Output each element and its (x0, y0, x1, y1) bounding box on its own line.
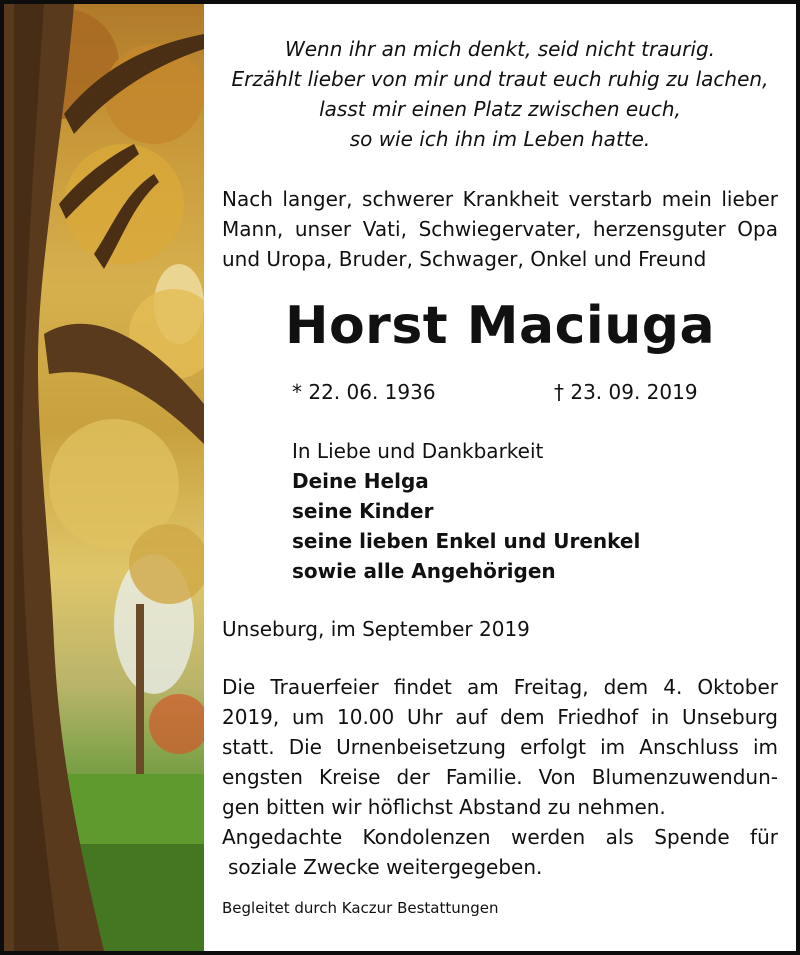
funeral-line: statt. Die Urnenbeisetzung erfolgt im Anschluss im (222, 735, 778, 759)
birth-date: * 22. 06. 1936 (292, 380, 436, 404)
funeral-line: Angedachte Kondolenzen werden als Spende für (222, 825, 778, 849)
intro-paragraph (222, 184, 778, 274)
mourner-name: sowie alle Angehörigen (292, 559, 556, 583)
poem-line: Erzählt lieber von mir und traut euch ruhig zu lachen, (231, 67, 769, 91)
funeral-notice (222, 672, 778, 882)
funeral-line: gen bitten wir höflichst Abstand zu nehmen. (222, 795, 666, 819)
poem-line: Wenn ihr an mich denkt, seid nicht traurig. (284, 37, 716, 61)
tree-illustration (4, 4, 204, 951)
mourner-name: Deine Helga (292, 469, 429, 493)
poem (214, 34, 786, 154)
deceased-name: Horst Maciuga (284, 296, 716, 356)
funeral-line: Die Trauerfeier findet am Freitag, dem 4. Oktober (222, 675, 778, 699)
funeral-line: soziale Zwecke weitergegeben. (228, 855, 543, 879)
place-date: Unseburg, im September 2019 (222, 617, 530, 641)
funeral-line: 2019, um 10.00 Uhr auf dem Friedhof in Unseburg (222, 705, 778, 729)
poem-line: lasst mir einen Platz zwischen euch, (319, 97, 681, 121)
death-date: † 23. 09. 2019 (554, 380, 698, 404)
intro-line: Mann, unser Vati, Schwiegervater, herzensguter Opa (222, 217, 778, 241)
mourners-heading: In Liebe und Dankbarkeit (292, 439, 544, 463)
funeral-home-credit: Begleitet durch Kaczur Bestattungen (222, 899, 499, 917)
mourner-name: seine lieben Enkel und Urenkel (292, 529, 641, 553)
obituary-text (204, 4, 796, 951)
mourner-name: seine Kinder (292, 499, 434, 523)
intro-line: und Uropa, Bruder, Schwager, Onkel und Freund (222, 247, 707, 271)
poem-line: so wie ich ihn im Leben hatte. (349, 127, 651, 151)
mourners-block (292, 436, 640, 586)
intro-line: Nach langer, schwerer Krankheit verstarb mein lieber (222, 187, 778, 211)
funeral-line: engsten Kreise der Familie. Von Blumenzuwendun- (222, 765, 778, 789)
autumn-tree-photo (4, 4, 204, 951)
